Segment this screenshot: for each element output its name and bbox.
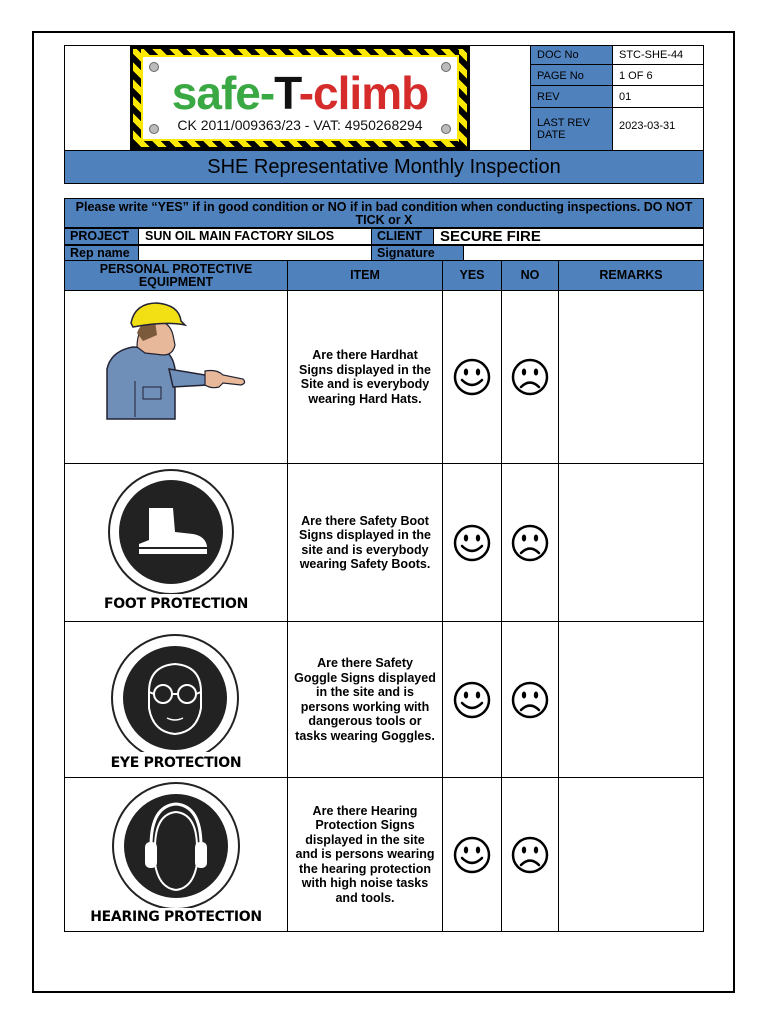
no-cell[interactable]: [501, 290, 559, 464]
smiley-face-icon[interactable]: [452, 680, 492, 720]
last-rev-date-value: 2023-03-31: [612, 107, 704, 151]
column-header-no: NO: [501, 260, 559, 291]
smiley-face-icon[interactable]: [452, 357, 492, 397]
doc-no-label: DOC No: [530, 45, 613, 65]
column-header-item: ITEM: [287, 260, 443, 291]
last-rev-date-label: LAST REV DATE: [530, 107, 613, 151]
sad-face-icon[interactable]: [510, 680, 550, 720]
no-cell[interactable]: [501, 621, 559, 778]
boot-icon: [65, 464, 287, 594]
column-header-ppe: PERSONAL PROTECTIVE EQUIPMENT: [64, 260, 288, 291]
signature-field[interactable]: [463, 245, 704, 261]
sad-face-icon[interactable]: [510, 523, 550, 563]
goggles-icon: [65, 622, 287, 752]
ppe-image-cell: [64, 290, 288, 464]
smiley-face-icon[interactable]: [452, 835, 492, 875]
yes-cell[interactable]: [442, 621, 502, 778]
no-cell[interactable]: [501, 463, 559, 622]
rep-name-field[interactable]: [138, 245, 372, 261]
yes-cell[interactable]: [442, 463, 502, 622]
item-question: Are there Hearing Protection Signs displayed in the site and is persons wearing the hearing protection with high noise tasks and tools.: [287, 777, 443, 932]
item-question: Are there Safety Boot Signs displayed in the site and is everybody wearing Safety Boots.: [287, 463, 443, 622]
ear-defender-icon: [65, 778, 287, 908]
company-registration: CK 2011/009363/23 - VAT: 4950268294: [177, 117, 423, 133]
smiley-face-icon[interactable]: [452, 523, 492, 563]
rep-name-label: Rep name: [64, 245, 139, 261]
column-header-yes: YES: [442, 260, 502, 291]
doc-no-value: STC-SHE-44: [612, 45, 704, 65]
hazard-stripe-left: [133, 49, 141, 147]
instructions-banner: Please write “YES” if in good condition or NO if in bad condition when conducting inspections. DO NOT TICK or X: [64, 198, 704, 228]
rev-label: REV: [530, 85, 613, 108]
hardhat-worker-icon: [65, 291, 287, 463]
page-no-label: PAGE No: [530, 64, 613, 86]
ppe-image-cell: [64, 777, 288, 932]
ppe-image-label: FOOT PROTECTION: [104, 596, 248, 612]
logo-letter-t: T: [274, 67, 299, 119]
logo-word-safe: safe-: [171, 67, 275, 119]
sad-face-icon[interactable]: [510, 835, 550, 875]
client-label: CLIENT: [371, 228, 434, 245]
sad-face-icon[interactable]: [510, 357, 550, 397]
yes-cell[interactable]: [442, 777, 502, 932]
remarks-cell[interactable]: [558, 621, 704, 778]
remarks-cell[interactable]: [558, 290, 704, 464]
rev-value: 01: [612, 85, 704, 108]
remarks-cell[interactable]: [558, 777, 704, 932]
logo-panel: [143, 57, 457, 139]
project-field[interactable]: SUN OIL MAIN FACTORY SILOS: [138, 228, 372, 245]
signature-label: Signature: [371, 245, 464, 261]
ppe-image-cell: [64, 463, 288, 622]
remarks-cell[interactable]: [558, 463, 704, 622]
ppe-image-label: HEARING PROTECTION: [90, 909, 262, 925]
company-logo: [130, 46, 470, 150]
hazard-stripe-top: [133, 49, 467, 55]
hazard-stripe-bottom: [133, 141, 467, 147]
item-question: Are there Safety Goggle Signs displayed in the site and is persons working with dangerous tools or tasks wearing Goggles.: [287, 621, 443, 778]
ppe-image-label: EYE PROTECTION: [110, 755, 242, 771]
yes-cell[interactable]: [442, 290, 502, 464]
item-question: Are there Hardhat Signs displayed in the Site and is everybody wearing Hard Hats.: [287, 290, 443, 464]
ppe-image-cell: [64, 621, 288, 778]
no-cell[interactable]: [501, 777, 559, 932]
project-label: PROJECT: [64, 228, 139, 245]
page-no-value: 1 OF 6: [612, 64, 704, 86]
logo-wordmark: [143, 69, 457, 117]
logo-word-climb: -climb: [298, 67, 429, 119]
column-header-remarks: REMARKS: [558, 260, 704, 291]
hazard-stripe-right: [459, 49, 467, 147]
client-field[interactable]: SECURE FIRE: [433, 228, 704, 245]
page-title: SHE Representative Monthly Inspection: [64, 150, 704, 184]
